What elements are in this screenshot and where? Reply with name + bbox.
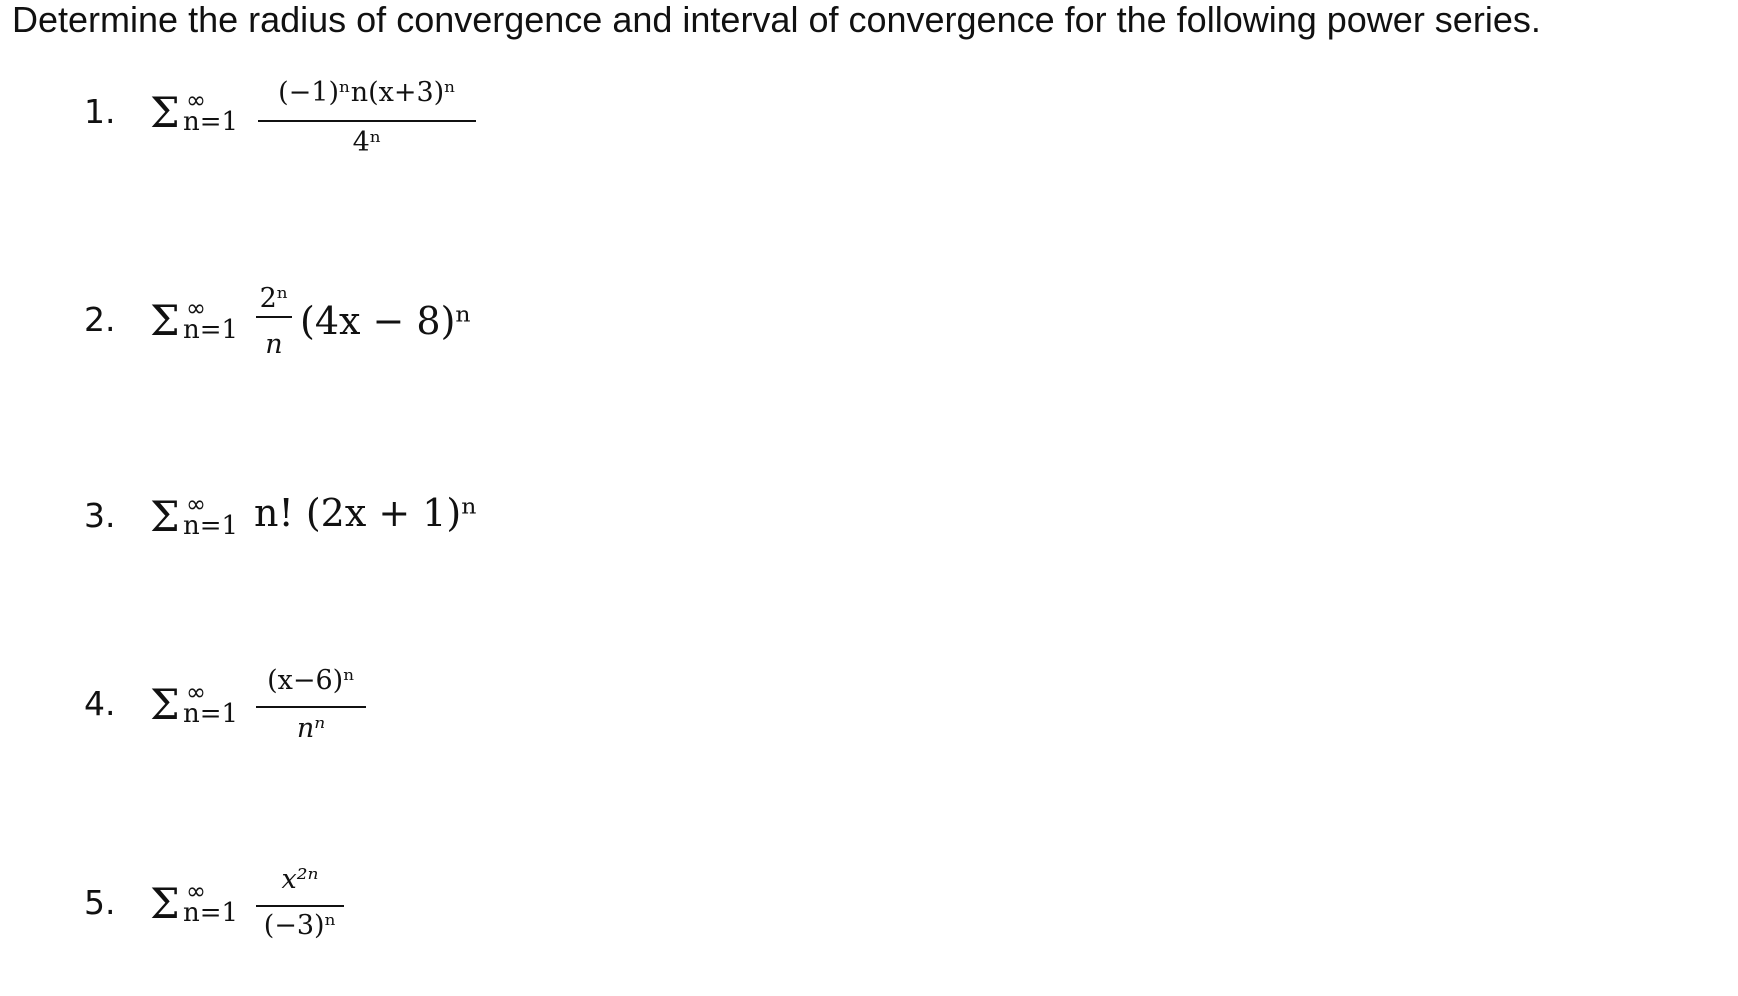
problem-number: 2. (84, 300, 116, 339)
problem-number: 1. (84, 92, 116, 131)
problem-5 (0, 855, 700, 965)
fraction-denominator: 4ⁿ (352, 127, 382, 158)
lower-limit: n=1 (183, 107, 239, 137)
summation-symbol: Σ (150, 680, 180, 729)
fraction-denominator: nⁿ (296, 713, 326, 744)
upper-limit: ∞ (186, 294, 206, 322)
problem-3 (0, 470, 700, 580)
upper-limit: ∞ (186, 877, 206, 905)
fraction-numerator: x²ⁿ (281, 864, 319, 895)
summation-symbol: Σ (150, 879, 180, 928)
lower-limit: n=1 (183, 511, 239, 541)
fraction-numerator: (−1)ⁿn(x+3)ⁿ (278, 77, 456, 108)
series-term: n! (2x + 1)ⁿ (254, 491, 478, 535)
problem-4 (0, 660, 700, 770)
problem-number: 3. (84, 496, 116, 535)
fraction-bar (256, 316, 292, 318)
lower-limit: n=1 (183, 898, 239, 928)
fraction-bar (256, 905, 344, 907)
series-term: (4x − 8)ⁿ (300, 299, 472, 343)
lower-limit: n=1 (183, 315, 239, 345)
problem-number: 4. (84, 684, 116, 723)
problem-number: 5. (84, 883, 116, 922)
fraction-bar (256, 706, 366, 708)
upper-limit: ∞ (186, 86, 206, 114)
lower-limit: n=1 (183, 699, 239, 729)
fraction-bar (258, 120, 476, 122)
fraction-denominator: n (265, 329, 283, 360)
summation-symbol: Σ (150, 492, 180, 541)
summation-symbol: Σ (150, 296, 180, 345)
fraction-numerator: (x−6)ⁿ (267, 665, 355, 696)
instruction-text: Determine the radius of convergence and interval of convergence for the following power series. (12, 0, 1541, 40)
fraction-numerator: 2ⁿ (259, 283, 289, 314)
problem-2 (0, 270, 700, 380)
upper-limit: ∞ (186, 490, 206, 518)
summation-symbol: Σ (150, 88, 180, 137)
fraction-denominator: (−3)ⁿ (263, 910, 337, 941)
problem-1 (0, 70, 700, 180)
upper-limit: ∞ (186, 678, 206, 706)
